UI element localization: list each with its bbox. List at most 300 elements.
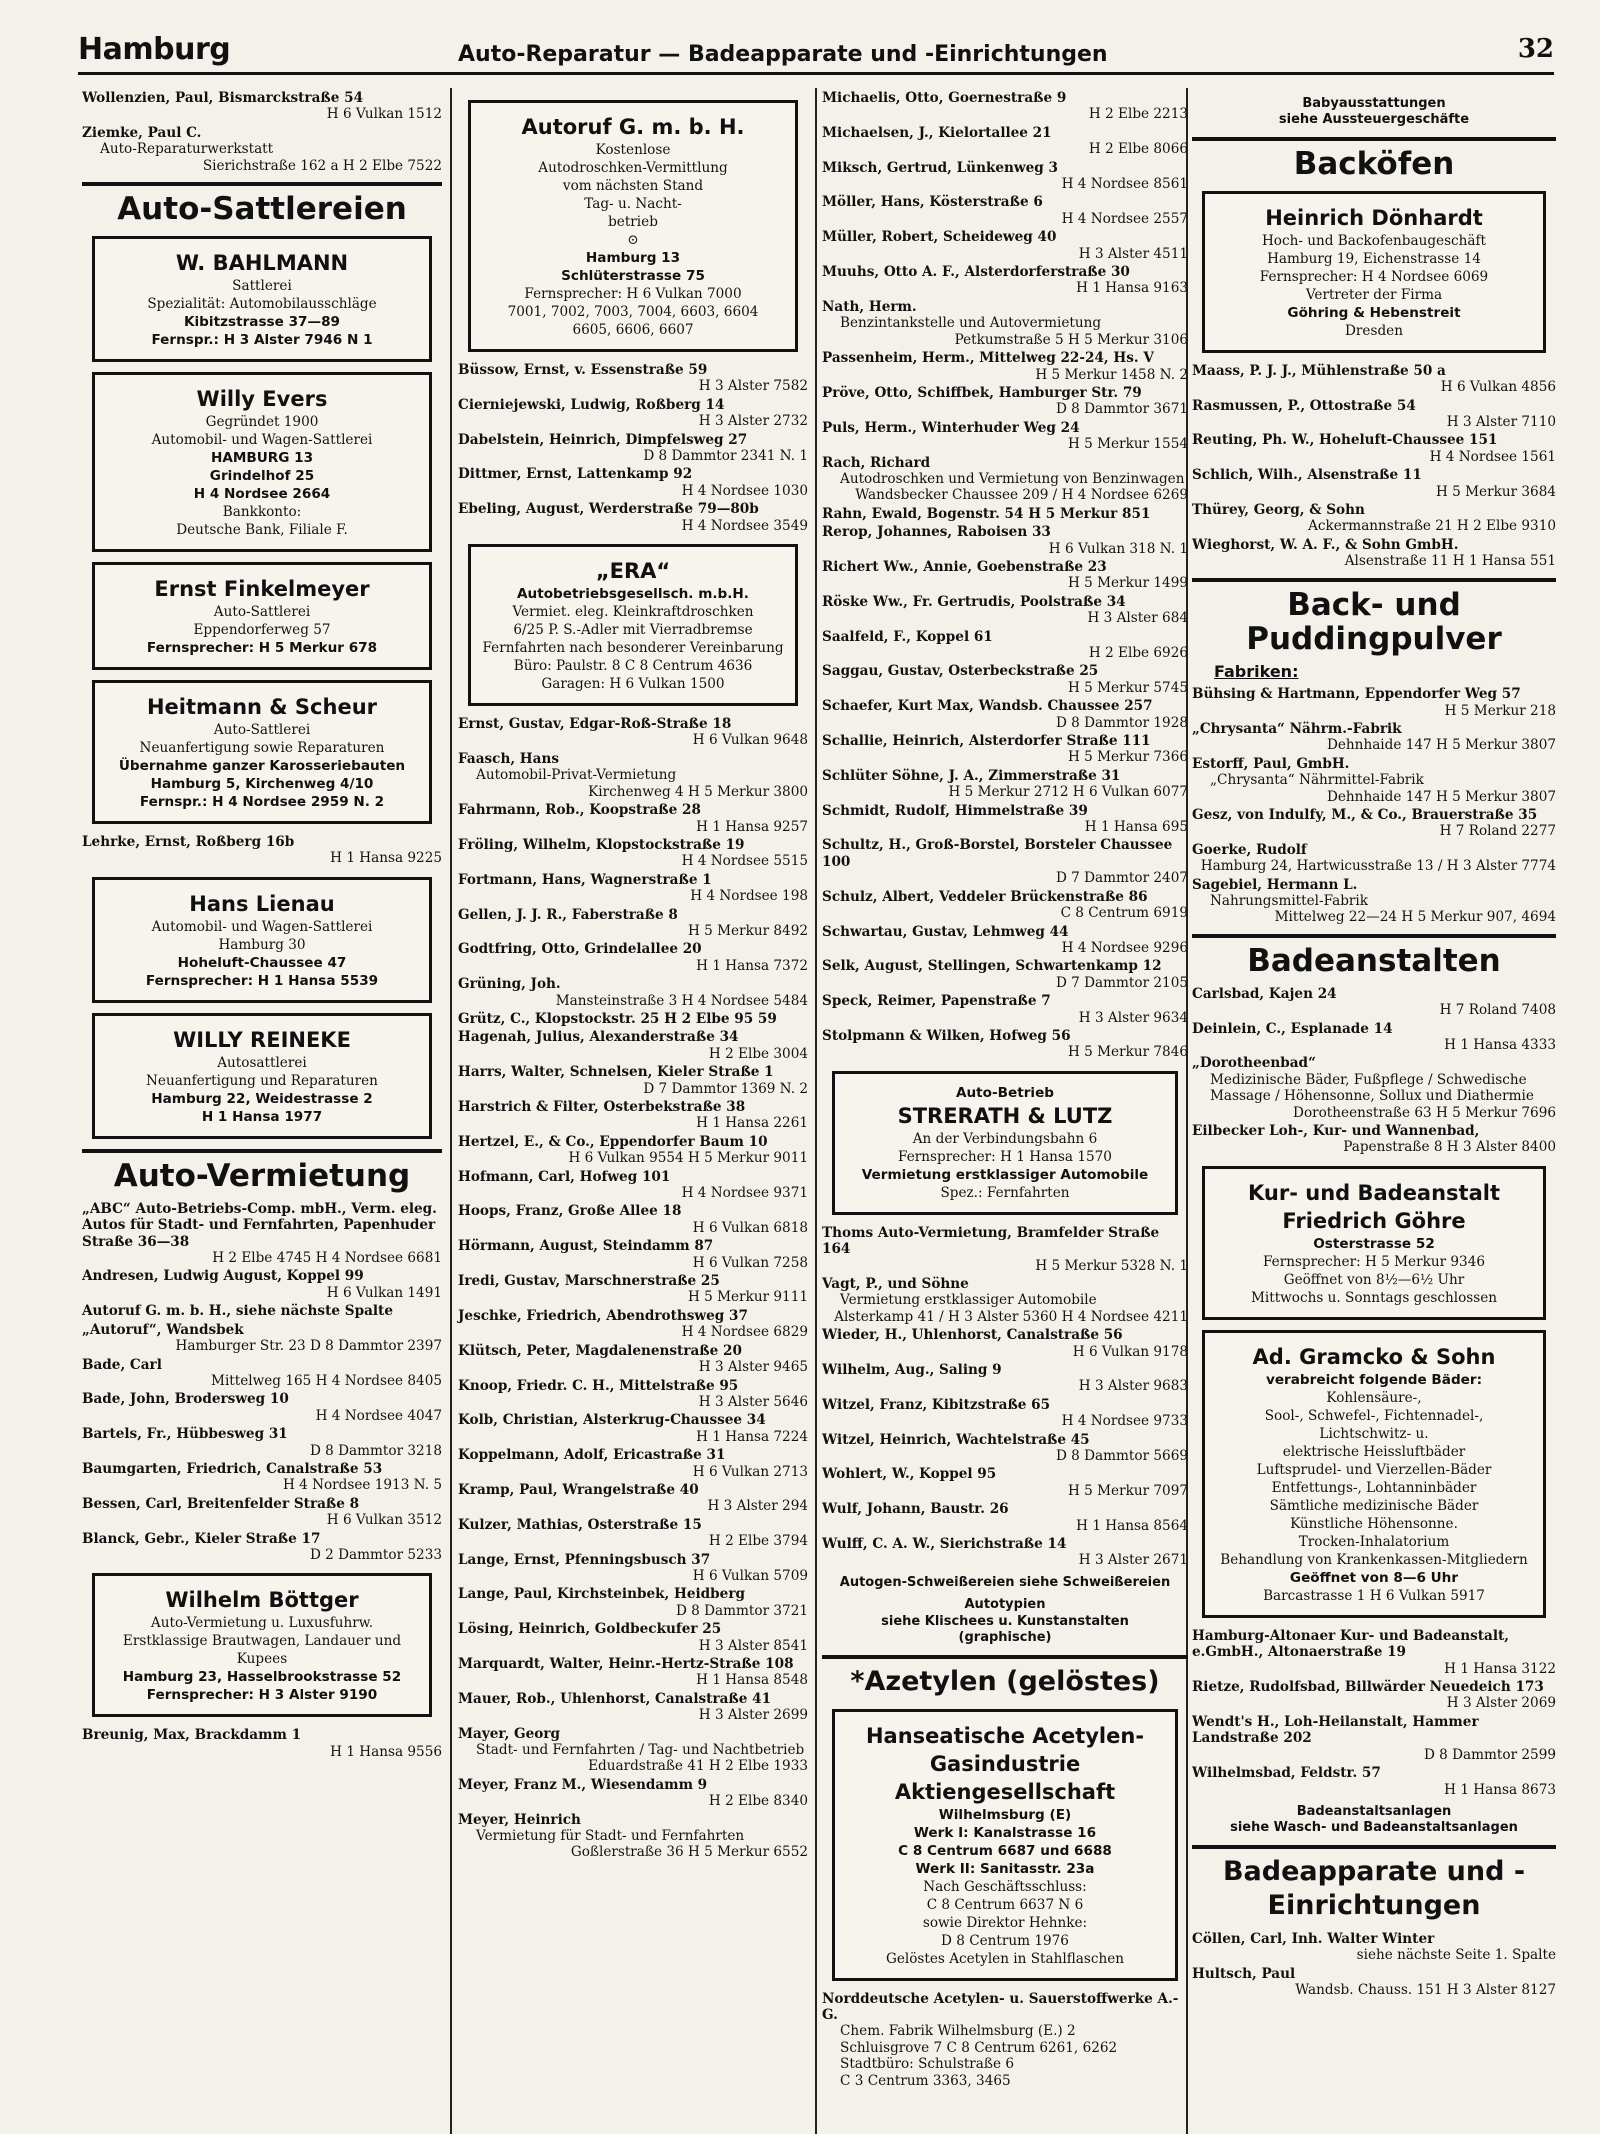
directory-entry xyxy=(458,1482,808,1515)
ad-line: Erstklassige Brautwagen, Landauer und Kupees xyxy=(122,1633,402,1668)
entry-name: Hofmann, Carl, Hofweg 101 xyxy=(458,1168,671,1185)
entry-name: Cöllen, Carl, Inh. Walter Winter xyxy=(1192,1930,1435,1947)
advertisement-box xyxy=(92,562,432,670)
entry-phone: Hamburg 24, Hartwicusstraße 13 / H 3 Alster 7774 xyxy=(1200,858,1556,875)
directory-entry xyxy=(822,1276,1188,1325)
directory-entry xyxy=(82,1727,442,1760)
ad-line: C 8 Centrum 6637 N 6 xyxy=(926,1896,1084,1913)
ad-title: WILLY REINEKE xyxy=(173,1027,351,1052)
entry-name: Schultz, H., Groß-Borstel, Borsteler Chaussee 100 xyxy=(822,837,1173,870)
directory-entry xyxy=(822,1991,1188,2089)
entry-phone: D 2 Dammtor 5233 xyxy=(309,1546,442,1563)
ad-line: Kostenlose xyxy=(595,142,671,158)
ad-line: Behandlung von Krankenkassen-Mitgliedern xyxy=(1220,1551,1528,1568)
entry-phone: H 6 Vulkan 5709 xyxy=(692,1567,808,1584)
entry-name: „ABC“ Auto-Betriebs-Comp. mbH., Verm. eleg. Autos für Stadt- und Fernfahrten, Papenhuder Straße 36—38 xyxy=(82,1200,437,1250)
entry-phone: H 5 Merkur 7097 xyxy=(1067,1482,1188,1499)
entry-name: Wieghorst, W. A. F., & Sohn GmbH. xyxy=(1192,536,1459,553)
entry-name: Breunig, Max, Brackdamm 1 xyxy=(82,1727,302,1744)
entry-name: Koppelmann, Adolf, Ericastraße 31 xyxy=(458,1447,726,1464)
entry-name: Cierniejewski, Ludwig, Roßberg 14 xyxy=(458,396,725,413)
ad-line: Schlüterstrasse 75 xyxy=(561,268,705,284)
directory-entry xyxy=(82,1357,442,1390)
ad-line: Neuanfertigung und Reparaturen xyxy=(146,1072,378,1089)
entry-description: Nahrungsmittel-Fabrik xyxy=(1210,892,1368,909)
entry-name: Rerop, Johannes, Raboisen 33 xyxy=(822,524,1051,541)
entry-phone: H 2 Elbe 4745 H 4 Nordsee 6681 xyxy=(212,1250,442,1267)
ad-line: Spezialität: Automobilausschläge xyxy=(147,296,377,313)
directory-entry xyxy=(822,958,1188,991)
ad-line: Sattlerei xyxy=(232,278,292,295)
directory-entry xyxy=(822,160,1188,193)
entry-phone: D 8 Dammtor 3671 xyxy=(1055,401,1188,418)
entry-description: Medizinische Bäder, Fußpflege / Schwedische Massage / Höhensonne, Sollux und Diathermie xyxy=(1210,1071,1534,1105)
entry-phone: H 3 Alster 9634 xyxy=(1078,1009,1188,1026)
ad-line: Kohlensäure-, xyxy=(1326,1389,1422,1406)
entry-phone: H 4 Nordsee 8561 xyxy=(1061,176,1188,193)
ad-line: Hamburg 30 xyxy=(218,936,306,953)
directory-entry xyxy=(1192,1055,1556,1121)
entry-phone: H 5 Merkur 7366 xyxy=(1067,749,1188,766)
directory-entry xyxy=(822,1225,1188,1274)
entry-phone: H 2 Elbe 8340 xyxy=(708,1793,808,1810)
entry-name: Muuhs, Otto A. F., Alsterdorferstraße 30 xyxy=(822,264,1130,281)
directory-entry xyxy=(1192,1123,1556,1156)
ad-line: Übernahme ganzer Karosseriebauten xyxy=(118,758,406,775)
entry-name: Hertzel, E., & Co., Eppendorfer Baum 10 xyxy=(458,1133,768,1150)
ad-line: Gegründet 1900 xyxy=(205,414,319,431)
directory-entry xyxy=(458,941,808,974)
entry-phone: H 1 Hansa 4333 xyxy=(1444,1037,1556,1053)
entry-name: Harstrich & Filter, Osterbekstraße 38 xyxy=(458,1099,746,1115)
directory-entry xyxy=(822,1466,1188,1499)
entry-phone: H 2 Elbe 6926 xyxy=(1088,645,1188,661)
entry-phone: H 3 Alster 7582 xyxy=(698,378,808,395)
entry-phone: Wandsb. Chauss. 151 H 3 Alster 8127 xyxy=(1295,1981,1556,1998)
entry-phone: H 3 Alster 9465 xyxy=(698,1359,808,1376)
entry-phone: H 6 Vulkan 1512 xyxy=(326,106,442,123)
directory-entry xyxy=(458,1099,808,1132)
entry-name: Fröling, Wilhelm, Klopstockstraße 19 xyxy=(458,836,745,853)
directory-entry xyxy=(822,594,1188,627)
ad-title: Willy Evers xyxy=(196,387,328,412)
ad-line: Fernsprecher: H 6 Vulkan 7000 xyxy=(524,286,742,302)
ad-line: Tag- u. Nacht- xyxy=(584,196,682,212)
ad-line: Luftsprudel- und Vierzellen-Bäder xyxy=(1256,1461,1492,1478)
advertisement-box xyxy=(1202,1330,1546,1618)
directory-entry xyxy=(1192,842,1556,875)
entry-phone: H 4 Nordsee 2557 xyxy=(1061,210,1188,227)
ad-line: Fernfahrten nach besonderer Vereinbarung xyxy=(482,640,784,657)
entry-name: Lösing, Heinrich, Goldbeckufer 25 xyxy=(458,1621,722,1638)
section-heading: Badeapparate und -Einrichtungen xyxy=(1192,1845,1556,1923)
entry-name: Michaelsen, J., Kielortallee 21 xyxy=(822,124,1052,141)
column-divider xyxy=(450,88,452,2134)
entry-name: Richert Ww., Annie, Goebenstraße 23 xyxy=(822,558,1107,575)
directory-entry xyxy=(458,976,808,1009)
entry-name: Vagt, P., und Söhne xyxy=(822,1275,969,1292)
directory-entry xyxy=(1192,1628,1556,1677)
entry-name: Blanck, Gebr., Kieler Straße 17 xyxy=(82,1530,321,1547)
ad-line: Wilhelmsburg (E) xyxy=(938,1806,1072,1823)
ad-line: Osterstrasse 52 xyxy=(1313,1235,1435,1252)
ad-line: Entfettungs-, Lohtanninbäder xyxy=(1271,1479,1477,1496)
entry-name: Deinlein, C., Esplanade 14 xyxy=(1192,1020,1393,1037)
ad-line: Hamburg 13 xyxy=(585,250,681,266)
ad-line: Vertreter der Firma xyxy=(1305,286,1443,303)
entry-name: Fahrmann, Rob., Koopstraße 28 xyxy=(458,802,701,819)
entry-phone: H 6 Vulkan 4856 xyxy=(1440,379,1556,396)
ad-line: Fernsprecher: H 4 Nordsee 6069 xyxy=(1259,268,1489,285)
entry-phone: H 4 Nordsee 1030 xyxy=(681,482,808,499)
entry-name: Bade, John, Brodersweg 10 xyxy=(82,1391,289,1408)
page-header xyxy=(78,32,1554,78)
directory-entry xyxy=(822,629,1188,662)
ad-line: Lichtschwitz- u. xyxy=(1319,1425,1429,1442)
entry-phone: H 5 Merkur 1554 xyxy=(1067,436,1188,453)
entry-phone: H 1 Hansa 7372 xyxy=(696,957,808,974)
directory-entry xyxy=(458,1134,808,1167)
directory-entry xyxy=(82,1303,442,1319)
directory-entry xyxy=(822,733,1188,766)
directory-entry xyxy=(458,1586,808,1619)
directory-entry xyxy=(822,1432,1188,1465)
entry-phone: H 4 Nordsee 6829 xyxy=(681,1324,808,1341)
entry-phone: H 3 Alster 7110 xyxy=(1446,414,1556,431)
directory-entry xyxy=(458,1552,808,1585)
directory-entry xyxy=(82,1496,442,1529)
entry-name: Reuting, Ph. W., Hoheluft-Chaussee 151 xyxy=(1192,432,1498,449)
entry-name: Estorff, Paul, GmbH. xyxy=(1192,755,1350,772)
directory-entry xyxy=(822,803,1188,836)
ad-line: H 1 Hansa 1977 xyxy=(201,1108,323,1125)
directory-entry xyxy=(458,1203,808,1236)
ad-line: Garagen: H 6 Vulkan 1500 xyxy=(541,676,725,693)
advertisement-box xyxy=(92,236,432,362)
directory-entry xyxy=(1192,467,1556,500)
entry-phone: H 5 Merkur 5745 xyxy=(1067,679,1188,696)
ad-line: Hoheluft-Chaussee 47 xyxy=(177,954,347,971)
advertisement-box xyxy=(1202,191,1546,353)
entry-phone: H 4 Nordsee 5515 xyxy=(681,853,808,870)
entry-name: Saalfeld, F., Koppel 61 xyxy=(822,628,993,645)
entry-phone: H 4 Nordsee 9733 xyxy=(1061,1413,1188,1430)
entry-phone: H 1 Hansa 8548 xyxy=(696,1672,808,1689)
entry-phone: H 6 Vulkan 1491 xyxy=(326,1284,442,1301)
directory-entry xyxy=(822,768,1188,801)
advertisement-box xyxy=(468,100,798,352)
entry-phone: H 5 Merkur 1458 N. 2 xyxy=(1035,366,1188,383)
advertisement-box xyxy=(92,877,432,1003)
entry-phone: H 5 Merkur 5328 N. 1 xyxy=(1035,1257,1188,1274)
ad-line: Hamburg 22, Weidestrasse 2 xyxy=(151,1090,373,1107)
directory-entry xyxy=(458,1343,808,1376)
entry-phone: H 6 Vulkan 9554 H 5 Merkur 9011 xyxy=(568,1150,808,1167)
entry-name: Schallie, Heinrich, Alsterdorfer Straße 111 xyxy=(822,733,1151,750)
header-rule xyxy=(78,72,1554,75)
entry-phone: H 2 Elbe 3794 xyxy=(708,1533,808,1550)
entry-name: Pröve, Otto, Schiffbek, Hamburger Str. 79 xyxy=(822,384,1142,401)
entry-phone: H 6 Vulkan 318 N. 1 xyxy=(1048,540,1188,557)
directory-entry xyxy=(822,506,1188,522)
entry-name: Wieder, H., Uhlenhorst, Canalstraße 56 xyxy=(822,1327,1123,1344)
ad-line: 6/25 P. S.-Adler mit Vierradbremse xyxy=(513,622,753,639)
section-heading: Badeanstalten xyxy=(1192,934,1556,978)
ad-line: Neuanfertigung sowie Reparaturen xyxy=(139,740,385,757)
directory-entry xyxy=(458,432,808,465)
directory-entry xyxy=(822,559,1188,592)
entry-phone: H 1 Hansa 9163 xyxy=(1076,280,1188,297)
entry-phone: H 5 Merkur 1499 xyxy=(1067,575,1188,592)
directory-entry xyxy=(82,1268,442,1301)
ad-line: D 8 Centrum 1976 xyxy=(941,1932,1069,1949)
ad-line: Automobil- und Wagen-Sattlerei xyxy=(151,432,373,449)
entry-phone: D 8 Dammtor 3218 xyxy=(309,1442,442,1459)
entry-name: Bade, Carl xyxy=(82,1356,162,1373)
ad-line: Nach Geschäftsschluss: xyxy=(923,1878,1087,1895)
entry-name: Hörmann, August, Steindamm 87 xyxy=(458,1238,714,1255)
cross-reference: Badeanstaltsanlagen siehe Wasch- und Badeanstaltsanlagen xyxy=(1230,1803,1518,1836)
directory-entry xyxy=(822,1028,1188,1061)
directory-entry xyxy=(458,1064,808,1097)
directory-entry xyxy=(82,1426,442,1459)
entry-phone: H 4 Nordsee 9296 xyxy=(1061,939,1188,956)
ad-line: Autosattlerei xyxy=(217,1054,307,1071)
directory-entry xyxy=(822,264,1188,297)
ad-line: Hamburg 5, Kirchenweg 4/10 xyxy=(150,776,374,793)
ad-line: Werk I: Kanalstrasse 16 xyxy=(913,1824,1097,1841)
page-number: 32 xyxy=(1517,34,1554,64)
directory-entry xyxy=(822,350,1188,383)
directory-entry xyxy=(1192,363,1556,396)
entry-name: Wulff, C. A. W., Sierichstraße 14 xyxy=(822,1536,1067,1553)
entry-phone: Dorotheenstraße 63 H 5 Merkur 7696 xyxy=(1293,1104,1556,1121)
directory-entry xyxy=(822,993,1188,1026)
column-2 xyxy=(458,90,808,1863)
directory-entry xyxy=(822,1536,1188,1569)
entry-name: Dabelstein, Heinrich, Dimpfelsweg 27 xyxy=(458,431,748,448)
ad-line: Geöffnet von 8—6 Uhr xyxy=(1289,1569,1459,1586)
ad-title: STRERATH & LUTZ xyxy=(897,1103,1113,1128)
entry-line: Chem. Fabrik Wilhelmsburg (E.) 2 xyxy=(840,2023,1076,2040)
entry-phone: Mansteinstraße 3 H 4 Nordsee 5484 xyxy=(555,992,808,1009)
directory-entry xyxy=(458,1378,808,1411)
directory-entry xyxy=(822,524,1188,557)
entry-phone: H 2 Elbe 2213 xyxy=(1088,106,1188,123)
entry-phone: H 1 Hansa 9225 xyxy=(330,850,442,867)
entry-name: Kulzer, Mathias, Osterstraße 15 xyxy=(458,1516,702,1533)
entry-name: Ziemke, Paul C. xyxy=(82,124,202,141)
advertisement-box xyxy=(92,1573,432,1717)
ad-title: Autoruf G. m. b. H. xyxy=(521,115,745,139)
entry-name: Miksch, Gertrud, Lünkenweg 3 xyxy=(822,159,1058,176)
directory-entry xyxy=(458,1621,808,1654)
entry-name: Grütz, C., Klopstockstr. 25 H 2 Elbe 95 59 xyxy=(458,1010,777,1027)
directory-entry xyxy=(458,1273,808,1306)
ad-line: Gelöstes Acetylen in Stahlflaschen xyxy=(885,1950,1125,1967)
directory-entry xyxy=(1192,1714,1556,1763)
entry-phone: H 1 Hansa 3122 xyxy=(1444,1660,1556,1677)
entry-name: Rietze, Rudolfsbad, Billwärder Neuedeich 173 xyxy=(1192,1679,1544,1696)
entry-name: Knoop, Friedr. C. H., Mittelstraße 95 xyxy=(458,1377,739,1394)
entry-phone: D 8 Dammtor 3721 xyxy=(675,1602,808,1619)
entry-phone: Hamburger Str. 23 D 8 Dammtor 2397 xyxy=(175,1338,442,1355)
entry-phone: H 2 Elbe 8066 xyxy=(1088,141,1188,158)
entry-phone: D 7 Dammtor 1369 N. 2 xyxy=(643,1080,808,1097)
entry-phone: H 6 Vulkan 7258 xyxy=(692,1254,808,1271)
ad-title: W. BAHLMANN xyxy=(175,251,349,276)
entry-name: Bühsing & Hartmann, Eppendorfer Weg 57 xyxy=(1192,686,1521,703)
directory-entry xyxy=(822,90,1188,123)
entry-name: Lehrke, Ernst, Roßberg 16b xyxy=(82,834,295,851)
entry-phone: Alsenstraße 11 H 1 Hansa 551 xyxy=(1344,553,1556,570)
ad-line: elektrische Heissluftbäder xyxy=(1282,1443,1466,1460)
entry-name: Lange, Paul, Kirchsteinbek, Heidberg xyxy=(458,1586,745,1603)
ad-line: Fernsprecher: H 1 Hansa 1570 xyxy=(898,1148,1112,1165)
entry-name: Kolb, Christian, Alsterkrug-Chaussee 34 xyxy=(458,1412,766,1429)
directory-entry xyxy=(82,1201,442,1267)
ad-line: Deutsche Bank, Filiale F. xyxy=(176,522,348,539)
ad-line: Fernsprecher: H 3 Alster 9190 xyxy=(146,1687,378,1704)
directory-entry xyxy=(1192,432,1556,465)
entry-phone: H 1 Hansa 7224 xyxy=(696,1428,808,1445)
entry-name: Passenheim, Herm., Mittelweg 22-24, Hs. V xyxy=(822,350,1154,367)
ad-line: Vermietung erstklassiger Automobile xyxy=(861,1166,1149,1183)
entry-phone: D 8 Dammtor 5669 xyxy=(1055,1448,1188,1465)
ad-line: Fernspr.: H 4 Nordsee 2959 N. 2 xyxy=(139,794,385,811)
directory-entry xyxy=(1192,502,1556,535)
entry-name: Witzel, Heinrich, Wachtelstraße 45 xyxy=(822,1431,1090,1448)
section-heading: Back- und Puddingpulver xyxy=(1192,578,1556,656)
directory-entry xyxy=(458,1777,808,1810)
directory-entry xyxy=(458,716,808,749)
section-heading: *Azetylen (gelöstes) xyxy=(822,1655,1188,1699)
entry-name: Thoms Auto-Vermietung, Bramfelder Straße 164 xyxy=(822,1224,1160,1258)
ad-line: Autobetriebsgesellsch. m.b.H. xyxy=(517,586,749,603)
entry-phone: H 3 Alster 2699 xyxy=(698,1707,808,1724)
advertisement-box xyxy=(832,1071,1178,1215)
directory-entry xyxy=(82,834,442,867)
entry-name: Meyer, Heinrich xyxy=(458,1811,581,1828)
entry-phone: H 1 Hansa 9257 xyxy=(696,818,808,835)
directory-entry xyxy=(1192,1679,1556,1712)
directory-entry xyxy=(822,837,1188,886)
entry-name: Bessen, Carl, Breitenfelder Straße 8 xyxy=(82,1495,360,1512)
directory-entry xyxy=(458,1656,808,1689)
entry-phone: Mittelweg 22—24 H 5 Merkur 907, 4694 xyxy=(1274,909,1556,926)
entry-phone: Wandsbecker Chaussee 209 / H 4 Nordsee 6269 xyxy=(855,487,1188,504)
directory-entry xyxy=(822,663,1188,696)
entry-phone: H 7 Roland 2277 xyxy=(1439,823,1556,840)
entry-name: Bartels, Fr., Hübbesweg 31 xyxy=(82,1426,288,1443)
entry-description: Stadt- und Fernfahrten / Tag- und Nachtbetrieb xyxy=(476,1742,805,1759)
ad-title: Heitmann & Scheur xyxy=(146,695,377,720)
section-heading: Auto-Sattlereien xyxy=(82,182,442,226)
entry-name: Hamburg-Altonaer Kur- und Badeanstalt, e.GmbH., Altonaerstraße 19 xyxy=(1192,1627,1510,1661)
ad-line: Trocken-Inhalatorium xyxy=(1298,1533,1450,1550)
entry-name: Lange, Ernst, Pfenningsbusch 37 xyxy=(458,1551,711,1568)
directory-entry xyxy=(458,872,808,905)
entry-name: Hoops, Franz, Große Allee 18 xyxy=(458,1203,682,1220)
entry-phone: Mittelweg 165 H 4 Nordsee 8405 xyxy=(211,1372,442,1389)
directory-entry xyxy=(458,1517,808,1550)
directory-entry xyxy=(82,125,442,174)
entry-name: Maass, P. J. J., Mühlenstraße 50 a xyxy=(1192,362,1446,379)
entry-phone: H 3 Alster 4511 xyxy=(1078,245,1188,262)
directory-entry xyxy=(1192,1966,1556,1999)
directory-entry xyxy=(1192,398,1556,431)
entry-name: Gellen, J. J. R., Faberstraße 8 xyxy=(458,906,678,923)
entry-phone: H 3 Alster 2069 xyxy=(1446,1695,1556,1712)
ad-title: Hans Lienau xyxy=(189,891,335,916)
directory-entry xyxy=(458,1169,808,1202)
ad-title: Ad. Gramcko & Sohn xyxy=(1252,1344,1496,1369)
entry-phone: H 3 Alster 684 xyxy=(1087,610,1188,627)
cross-reference: Babyausstattungen siehe Aussteuergeschäfte xyxy=(1278,96,1470,128)
directory-entry xyxy=(458,1308,808,1341)
entry-phone: H 1 Hansa 695 xyxy=(1084,819,1188,836)
entry-phone: H 3 Alster 5646 xyxy=(698,1393,808,1410)
entry-phone: H 4 Nordsee 3549 xyxy=(681,517,808,534)
directory-entry xyxy=(822,420,1188,453)
ad-line: 7001, 7002, 7003, 7004, 6603, 6604 xyxy=(507,304,759,320)
directory-entry xyxy=(458,837,808,870)
entry-phone: H 4 Nordsee 1913 N. 5 xyxy=(282,1477,442,1494)
directory-entry xyxy=(82,1461,442,1494)
entry-name: Schulz, Albert, Veddeler Brückenstraße 86 xyxy=(822,888,1148,905)
entry-phone: Eduardstraße 41 H 2 Elbe 1933 xyxy=(588,1758,808,1775)
directory-entry xyxy=(822,889,1188,922)
directory-entry xyxy=(82,1322,442,1355)
entry-phone: Dehnhaide 147 H 5 Merkur 3807 xyxy=(1326,788,1556,805)
directory-entry xyxy=(458,1691,808,1724)
directory-entry xyxy=(82,1531,442,1564)
entry-phone: H 4 Nordsee 4047 xyxy=(315,1407,442,1424)
ad-title: Wilhelm Böttger xyxy=(165,1588,359,1613)
entry-line: Schluisgrove 7 C 8 Centrum 6261, 6262 xyxy=(840,2039,1118,2056)
ad-line: C 8 Centrum 6687 und 6688 xyxy=(898,1842,1112,1859)
entry-phone: Petkumstraße 5 H 5 Merkur 3106 xyxy=(954,331,1188,348)
entry-description: Vermietung für Stadt- und Fernfahrten xyxy=(476,1828,745,1845)
entry-name: Autoruf G. m. b. H., siehe nächste Spalte xyxy=(82,1303,393,1320)
entry-phone: H 1 Hansa 8564 xyxy=(1076,1517,1188,1534)
directory-entry xyxy=(822,385,1188,418)
directory-entry xyxy=(458,501,808,534)
entry-phone: H 5 Merkur 9111 xyxy=(687,1289,808,1306)
entry-phone: H 6 Vulkan 6818 xyxy=(692,1219,808,1236)
entry-phone: H 2 Elbe 3004 xyxy=(708,1045,808,1062)
entry-phone: H 4 Nordsee 198 xyxy=(690,888,808,905)
directory-entry xyxy=(458,1412,808,1445)
ad-line: Werk II: Sanitasstr. 23a xyxy=(915,1860,1095,1877)
ad-title: Ernst Finkelmeyer xyxy=(154,577,370,602)
ad-line: Mittwochs u. Sonntags geschlossen xyxy=(1250,1289,1498,1306)
entry-name: Goerke, Rudolf xyxy=(1192,841,1307,858)
entry-description: Auto-Reparaturwerkstatt xyxy=(100,141,274,158)
directory-entry xyxy=(822,229,1188,262)
ad-line: Fernsprecher: H 1 Hansa 5539 xyxy=(145,972,379,989)
entry-name: Nath, Herm. xyxy=(822,298,917,315)
entry-description: Benzintankstelle und Autovermietung xyxy=(840,315,1102,332)
entry-name: Mayer, Georg xyxy=(458,1725,561,1742)
entry-name: Godtfring, Otto, Grindelallee 20 xyxy=(458,941,702,958)
entry-name: Wulf, Johann, Baustr. 26 xyxy=(822,1501,1009,1518)
directory-entry xyxy=(82,90,442,123)
entry-name: Eilbecker Loh-, Kur- und Wannenbad, xyxy=(1192,1123,1480,1140)
entry-name: Wollenzien, Paul, Bismarckstraße 54 xyxy=(82,90,364,106)
entry-name: Wendt's H., Loh-Heilanstalt, Hammer Landstraße 202 xyxy=(1192,1713,1479,1747)
entry-line: C 3 Centrum 3363, 3465 xyxy=(840,2072,1011,2089)
